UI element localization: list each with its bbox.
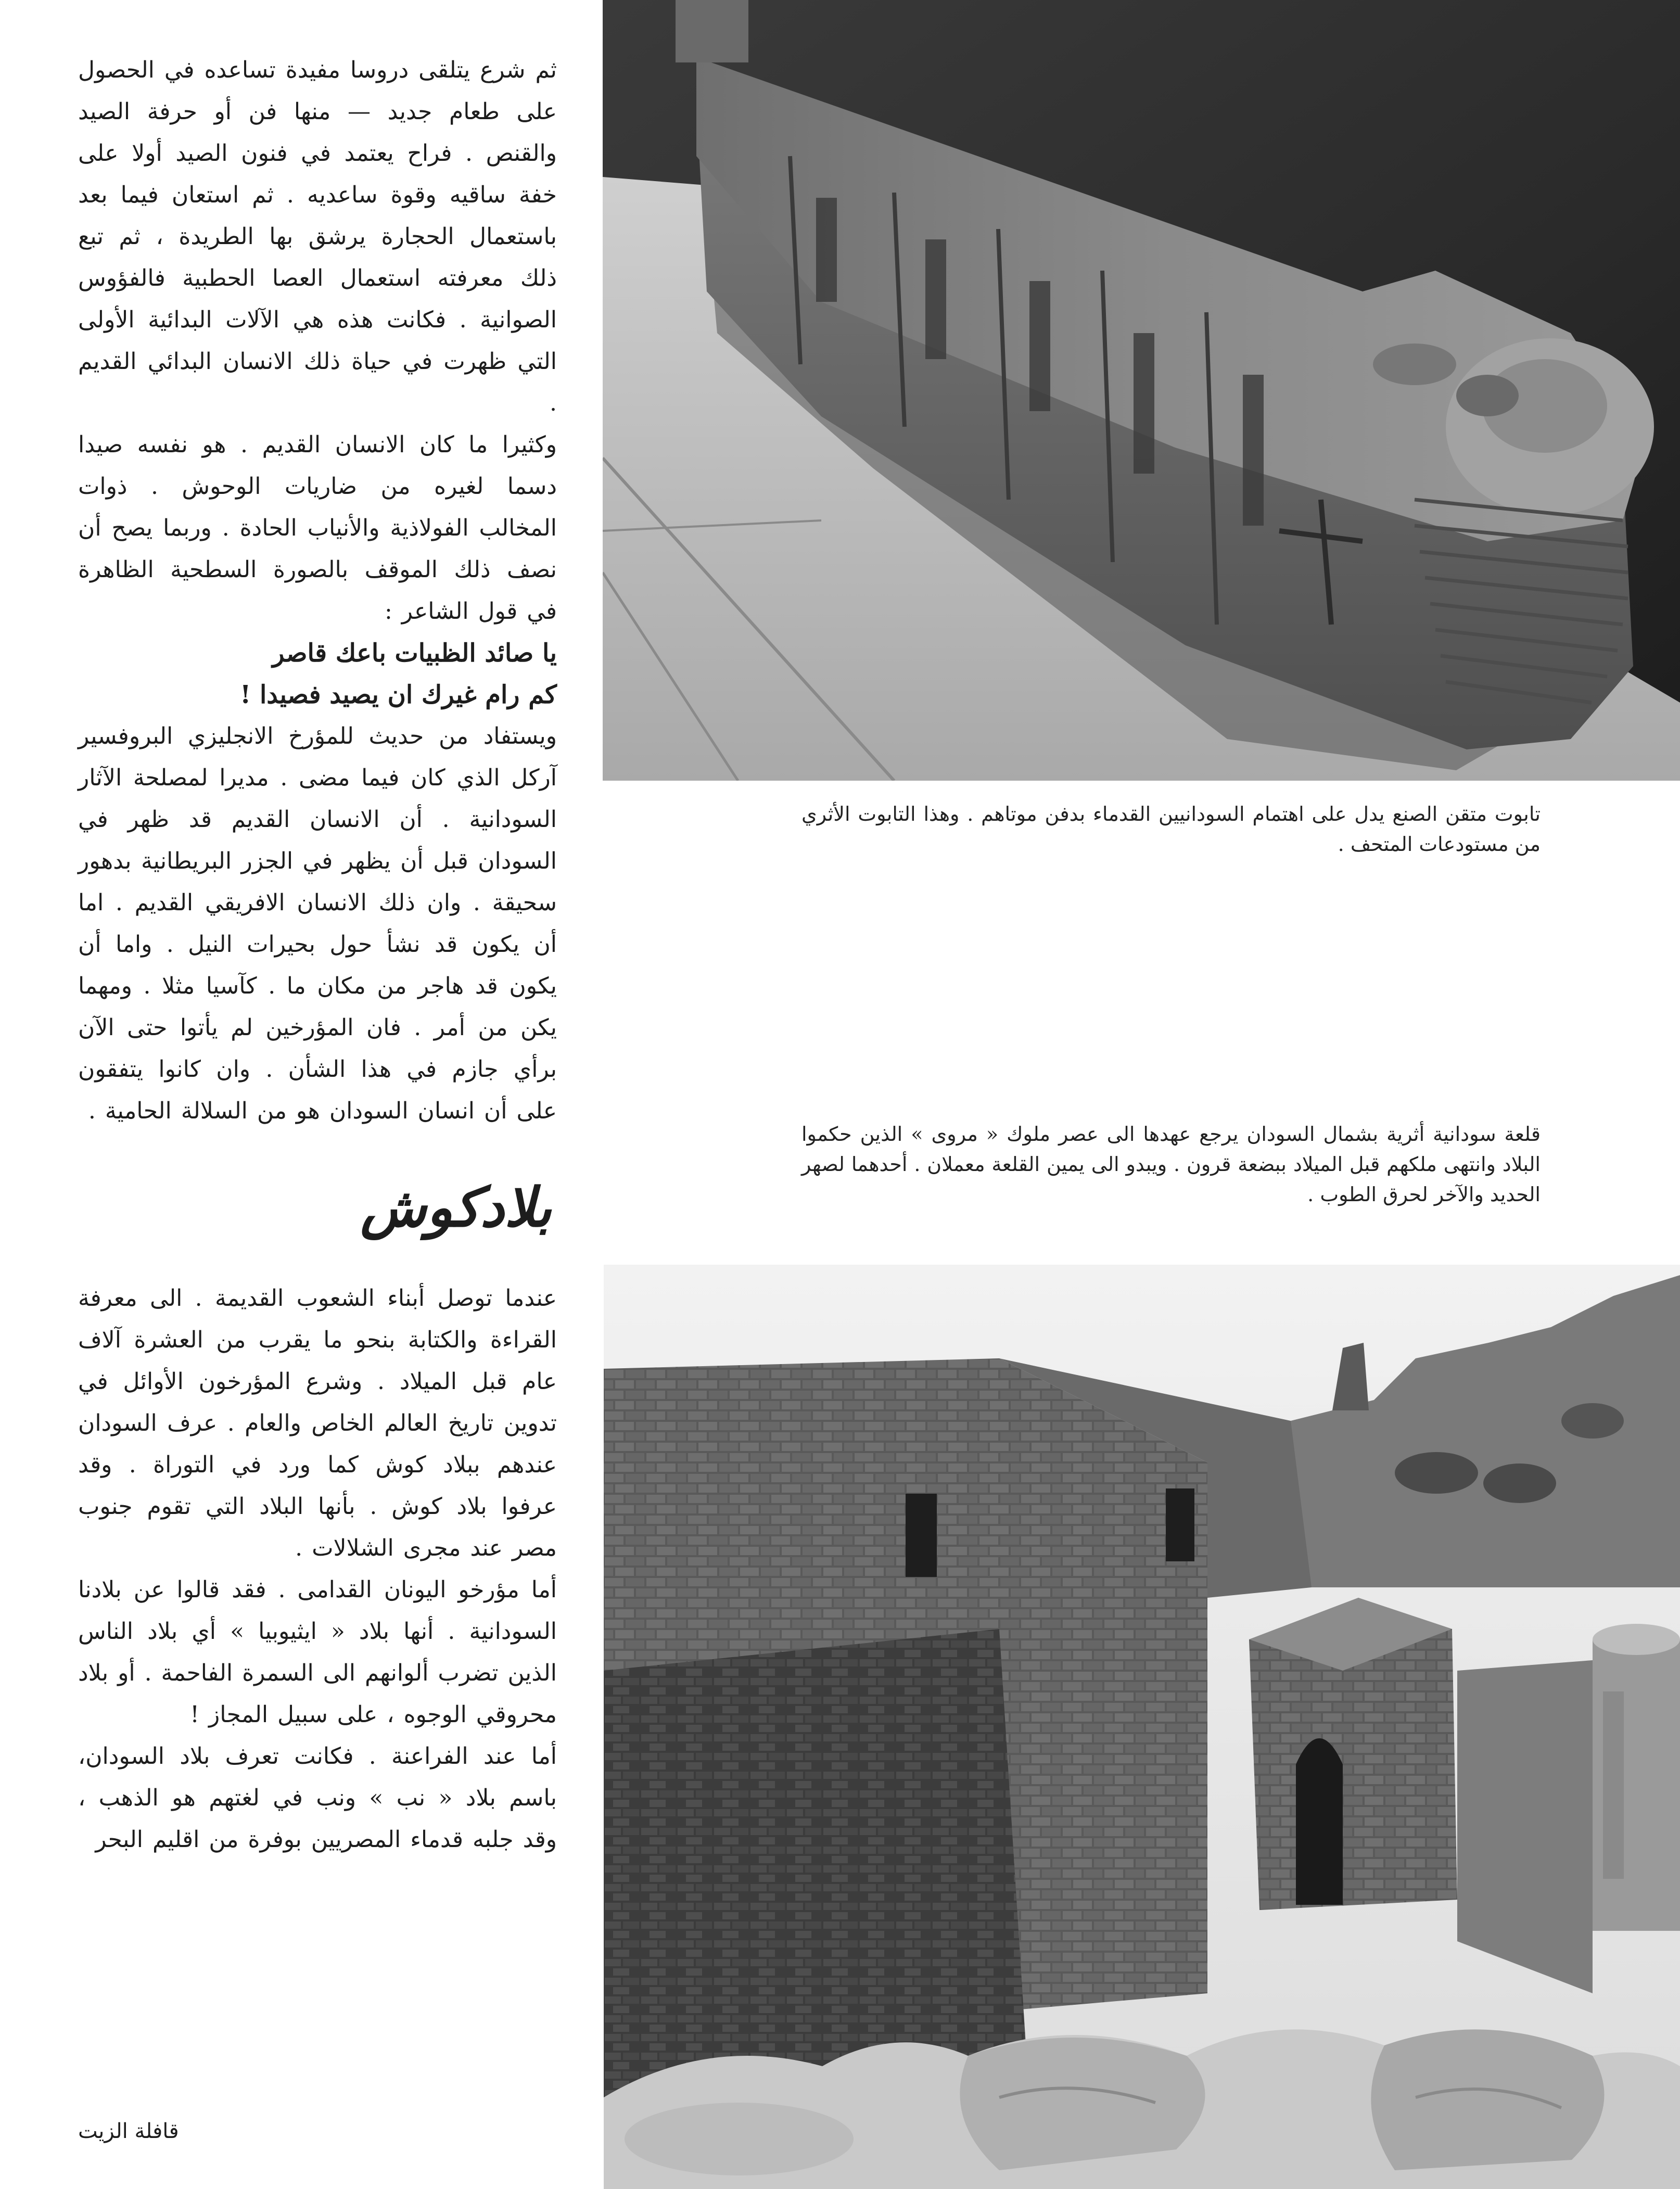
paragraph-prey: وكثيرا ما كان الانسان القديم . هو نفسه صيدا دسما لغيره من ضاريات الوحوش . ذوات المخالب الفولاذية والأنياب الحادة . وربما يصح أن نصف ذلك الموقف بالصورة السطحية الظاهرة في قول الشاعر : — [78, 431, 557, 625]
poem-verse-1: يا صائد الظبيات باعك قاصر — [272, 639, 557, 668]
paragraph-kush: عندما توصل أبناء الشعوب القديمة . الى معرفة القراءة والكتابة بنحو ما يقرب من العشرة آلاف عام قبل الميلاد . وشرع المؤرخون الأوائل في تدوين تاريخ العالم الخاص والعام . عرف السودان عندهم ببلاد كوش كما ورد في التوراة . وقد عرفوا بلاد كوش . بأنها البلاد التي تقوم جنوب مصر عند مجرى الشلالات . — [78, 1285, 557, 1561]
section-title: بلادكوش — [360, 1175, 552, 1239]
caption-fortress: قلعة سودانية أثرية بشمال السودان يرجع عهدها الى عصر ملوك « مروى » الذين حكموا البلاد وانتهى ملكهم قبل الميلاد ببضعة قرون . ويبدو الى يمين القلعة معملان . أحدهما لصهر الحديد والآخر لحرق الطوب . — [801, 1123, 1541, 1206]
paragraph-hunting: ثم شرع يتلقى دروسا مفيدة تساعده في الحصول على طعام جديد — منها فن أو حرفة الصيد والقنص . فراح يعتمد في فنون الصيد أولا على خفة ساقيه وقوة ساعديه . ثم استعان فيما بعد باستعمال الحجارة يرشق بها الطريدة ، ثم تبع ذلك معرفته استعمال العصا الحطبية فالفؤوس الصوانية . فكانت هذه هي الآلات البدائية الأولى التي ظهرت في حياة ذلك الانسان البدائي القديم . — [78, 57, 557, 416]
sarcophagus-photo — [603, 0, 1680, 781]
caption-sarcophagus: تابوت متقن الصنع يدل على اهتمام السودانيين القدماء بدفن موتاهم . وهذا التابوت الأثري من مستودعات المتحف . — [801, 803, 1541, 856]
paragraph-arkell: ويستفاد من حديث للمؤرخ الانجليزي البروفسير آركل الذي كان فيما مضى . مديرا لمصلحة الآثار السودانية . أن الانسان القديم قد ظهر في السودان قبل أن يظهر في الجزر البريطانية بدهور سحيقة . وان ذلك الانسان الافريقي القديم . اما أن يكون قد نشأ حول بحيرات النيل . واما أن يكون قد هاجر من مكان ما . كآسيا مثلا . ومهما يكن من أمر . فان المؤرخين لم يأتوا حتى الآن برأي جازم في هذا الشأن . وان كانوا يتفقون على أن انسان السودان هو من السلالة الحامية . — [78, 723, 557, 1124]
article-column — [78, 49, 557, 1861]
paragraph-greeks: أما مؤرخو اليونان القدامى . فقد قالوا عن بلادنا السودانية . أنها بلاد « ايثيوبيا » أي بلاد الناس الذين تضرب ألوانهم الى السمرة الفاحمة . أو بلاد محروقي الوجوه ، على سبيل المجاز ! — [78, 1576, 557, 1728]
magazine-footer: قافلة الزيت — [78, 2119, 179, 2143]
poem-verse-2: كم رام غيرك ان يصيد فصيدا ! — [240, 680, 557, 709]
paragraph-pharaohs: أما عند الفراعنة . فكانت تعرف بلاد السودان، باسم بلاد « نب » ونب في لغتهم هو الذهب ، وقد جلبه قدماء المصريين بوفرة من اقليم البحر — [78, 1743, 557, 1853]
fortress-photo — [604, 1265, 1680, 2189]
